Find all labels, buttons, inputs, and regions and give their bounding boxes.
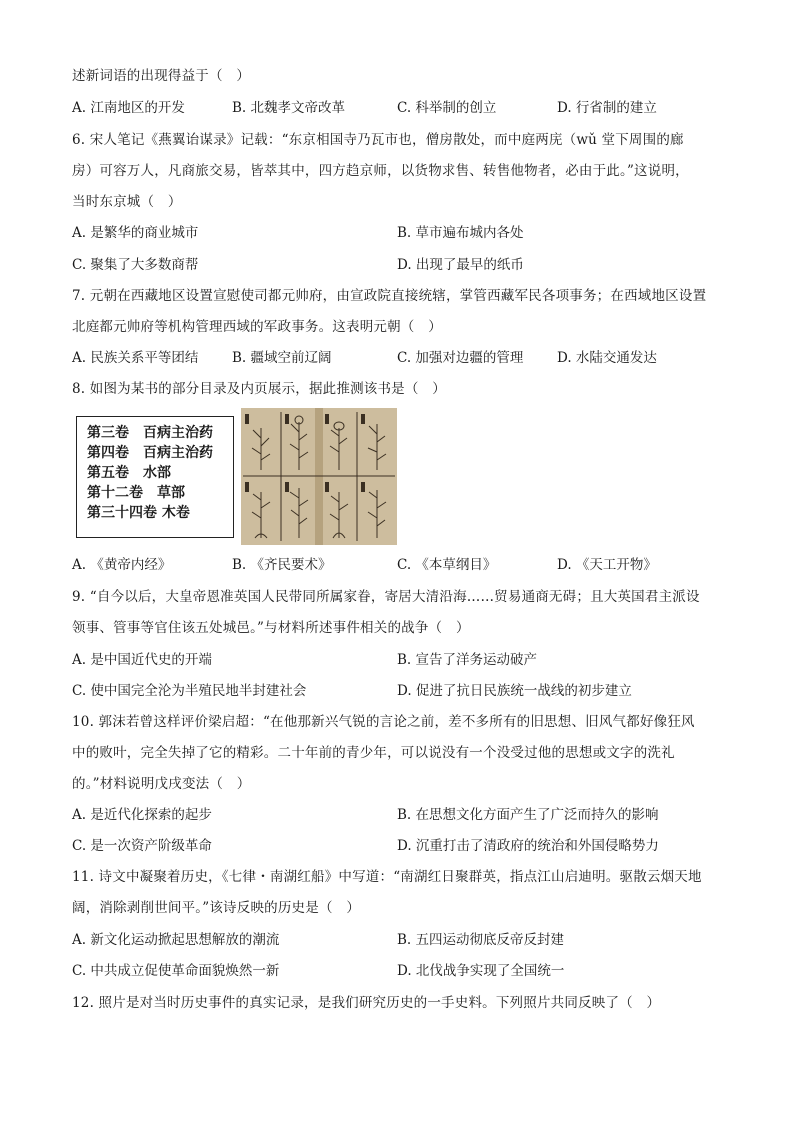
q9-option-d: D. 促进了抗日民族统一战线的初步建立 xyxy=(397,683,632,699)
q7-option-a: A. 民族关系平等团结 xyxy=(72,350,199,366)
intro-option-c: C. 科举制的创立 xyxy=(397,100,497,116)
q7-stem-line2: 北庭都元帅府等机构管理西域的军政事务。这表明元朝（ ） xyxy=(72,319,442,335)
intro-option-a: A. 江南地区的开发 xyxy=(72,100,185,116)
q10-stem-line1: 10. 郭沫若曾这样评价梁启超：“在他那新兴气锐的言论之前，差不多所有的旧思想、旧风气都好像狂风 xyxy=(72,714,695,730)
herbal-illustration-image xyxy=(241,408,397,545)
q9-option-a: A. 是中国近代史的开端 xyxy=(72,652,212,668)
q6-option-d: D. 出现了最早的纸币 xyxy=(397,257,524,273)
q11-stem-line2: 阔，消除剥削世间平。”该诗反映的历史是（ ） xyxy=(72,900,361,916)
q8-option-a: A. 《黄帝内经》 xyxy=(72,557,172,573)
q7-option-c: C. 加强对边疆的管理 xyxy=(397,350,524,366)
q11-option-b: B. 五四运动彻底反帝反封建 xyxy=(397,932,565,948)
q6-option-c: C. 聚集了大多数商帮 xyxy=(72,257,199,273)
q10-option-d: D. 沉重打击了清政府的统治和外国侵略势力 xyxy=(397,838,659,854)
q11-stem-line1: 11. 诗文中凝聚着历史，《七律・南湖红船》中写道：“南湖红日聚群英，指点江山启迪明。驱散云烟天地 xyxy=(72,869,702,885)
q10-option-b: B. 在思想文化方面产生了广泛而持久的影响 xyxy=(397,807,659,823)
q6-option-a: A. 是繁华的商业城市 xyxy=(72,225,199,241)
q7-stem-line1: 7. 元朝在西藏地区设置宣慰使司都元帅府，由宣政院直接统辖，掌管西藏军民各项事务；在西域地区设置 xyxy=(72,288,707,304)
q6-stem-line2: 房）可容万人，凡商旅交易，皆萃其中，四方趋京师，以货物求售、转售他物者，必由于此。”这说明， xyxy=(72,163,689,179)
toc-entry: 第三卷 百病主治药 xyxy=(87,425,213,441)
q9-option-c: C. 使中国完全沦为半殖民地半封建社会 xyxy=(72,683,307,699)
toc-entry: 第五卷 水部 xyxy=(87,465,171,481)
q8-option-c: C. 《本草纲目》 xyxy=(397,557,497,573)
q8-table-of-contents xyxy=(76,416,234,538)
q9-stem-line1: 9. “自今以后，大皇帝恩准英国人民带同所属家眷，寄居大清沿海……贸易通商无碍；且大英国君主派设 xyxy=(72,589,700,605)
intro-stem: 述新词语的出现得益于（ ） xyxy=(72,68,251,84)
q7-option-d: D. 水陆交通发达 xyxy=(557,350,657,366)
q10-option-c: C. 是一次资产阶级革命 xyxy=(72,838,212,854)
q9-option-b: B. 宣告了洋务运动破产 xyxy=(397,652,538,668)
q7-option-b: B. 疆域空前辽阔 xyxy=(232,350,332,366)
q6-stem-line1: 6. 宋人笔记《燕翼诒谋录》记载：“东京相国寺乃瓦市也，僧房散处，而中庭两庑（wǔ 堂下周围的廊 xyxy=(72,132,684,148)
q6-option-b: B. 草市遍布城内各处 xyxy=(397,225,524,241)
q11-option-a: A. 新文化运动掀起思想解放的潮流 xyxy=(72,932,280,948)
q8-option-d: D. 《天工开物》 xyxy=(557,557,657,573)
toc-entry: 第三十四卷 木卷 xyxy=(87,505,190,521)
q9-stem-line2: 领事、管事等官住该五处城邑。”与材料所述事件相关的战争（ ） xyxy=(72,620,470,636)
q6-stem-line3: 当时东京城（ ） xyxy=(72,194,182,210)
q8-option-b: B. 《齐民要术》 xyxy=(232,557,332,573)
q10-stem-line3: 的。”材料说明戊戌变法（ ） xyxy=(72,776,251,792)
q12-stem: 12. 照片是对当时历史事件的真实记录，是我们研究历史的一手史料。下列照片共同反映了（ ） xyxy=(72,995,661,1011)
intro-option-d: D. 行省制的建立 xyxy=(557,100,657,116)
q10-stem-line2: 中的败叶，完全失掉了它的精彩。二十年前的青少年，可以说没有一个没受过他的思想或文字的洗礼 xyxy=(72,745,675,761)
toc-entry: 第四卷 百病主治药 xyxy=(87,445,213,461)
herbal-plants-illustration xyxy=(241,408,397,545)
toc-entry: 第十二卷 草部 xyxy=(87,485,185,501)
q8-stem: 8. 如图为某书的部分目录及内页展示，据此推测该书是（ ） xyxy=(72,381,446,397)
q11-option-d: D. 北伐战争实现了全国统一 xyxy=(397,963,565,979)
intro-option-b: B. 北魏孝文帝改革 xyxy=(232,100,346,116)
q11-option-c: C. 中共成立促使革命面貌焕然一新 xyxy=(72,963,280,979)
q10-option-a: A. 是近代化探索的起步 xyxy=(72,807,212,823)
